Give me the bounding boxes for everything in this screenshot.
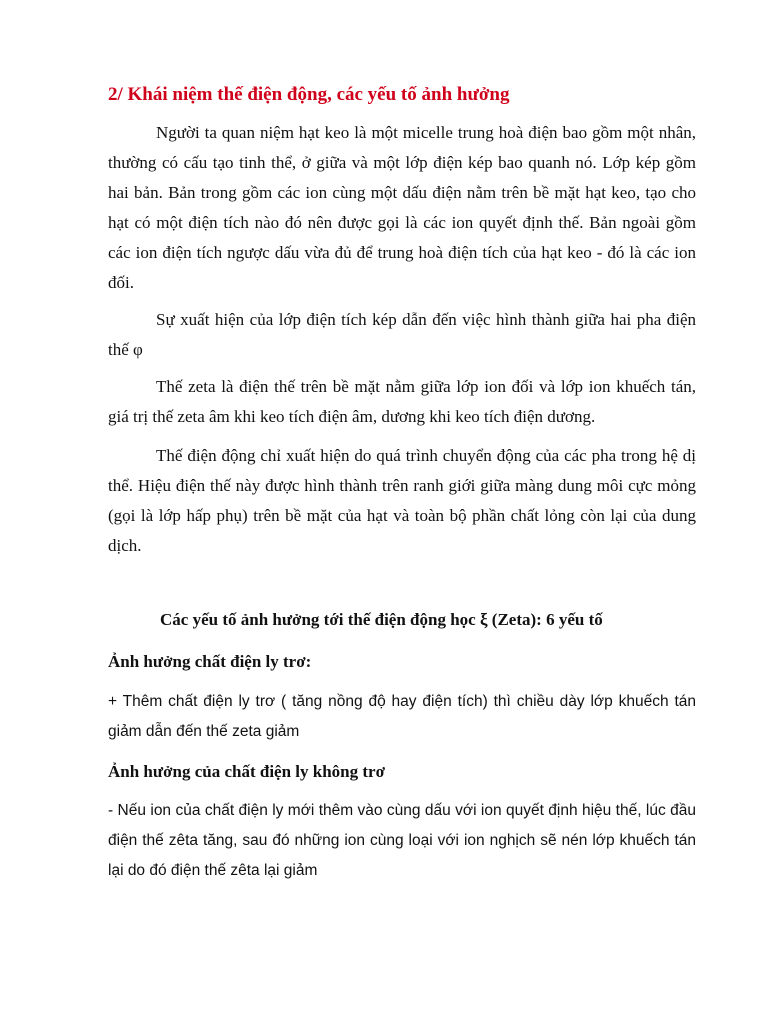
section-inert-electrolyte-title: Ảnh hưởng chất điện ly trơ: [108,652,312,671]
paragraph-micelle [108,118,696,298]
paragraph-micelle-text: Người ta quan niệm hạt keo là một micelle trung hoà điện bao gồm một nhân, thường có cấu tạo tinh thể, ở giữa và một lớp điện kép bao quanh nó. Lớp kép gồm hai bản. Bản trong gồm các ion cùng một dấu điện nằm trên bề mặt hạt keo, tạo cho hạt có một điện tích nào đó nên được gọi là các ion quyết định thế. Bản ngoài gồm các ion điện tích ngược dấu vừa đủ để trung hoà điện tích của hạt keo - đó là các ion đối. [108,123,696,292]
paragraph-electrokinetic-text: Thế điện động chỉ xuất hiện do quá trình chuyển động của các pha trong hệ dị thể. Hiệu điện thế này được hình thành trên ranh giới giữa màng dung môi cực mỏng (gọi là lớp hấp phụ) trên bề mặt của hạt và toàn bộ phần chất lỏng còn lại của dung dịch. [108,446,696,555]
section-heading: 2/ Khái niệm thế điện động, các yếu tố ảnh hưởng [108,84,510,105]
paragraph-zeta-text: Thế zeta là điện thế trên bề mặt nằm giữa lớp ion đối và lớp ion khuếch tán, giá trị thế zeta âm khi keo tích điện âm, dương khi keo tích điện dương. [108,377,696,426]
paragraph-electrokinetic [108,441,696,561]
paragraph-zeta [108,372,696,432]
paragraph-double-layer-text: Sự xuất hiện của lớp điện tích kép dẫn đến việc hình thành giữa hai pha điện thế φ [108,310,696,359]
section-active-electrolyte-title: Ảnh hưởng của chất điện ly không trơ [108,762,386,781]
paragraph-double-layer [108,305,696,365]
factors-title: Các yếu tố ảnh hưởng tới thế điện động học ξ (Zeta): 6 yếu tố [160,610,603,629]
section-active-electrolyte-text: - Nếu ion của chất điện ly mới thêm vào cùng dấu với ion quyết định hiệu thế, lúc đầu điện thế zêta tăng, sau đó những ion cùng loại với ion nghịch sẽ nén lớp khuếch tán lại do đó điện thế zêta lại giảm [108,802,696,879]
section-inert-electrolyte-text: + Thêm chất điện ly trơ ( tăng nồng độ hay điện tích) thì chiều dày lớp khuếch tán giảm dẫn đến thế zeta giảm [108,693,696,740]
